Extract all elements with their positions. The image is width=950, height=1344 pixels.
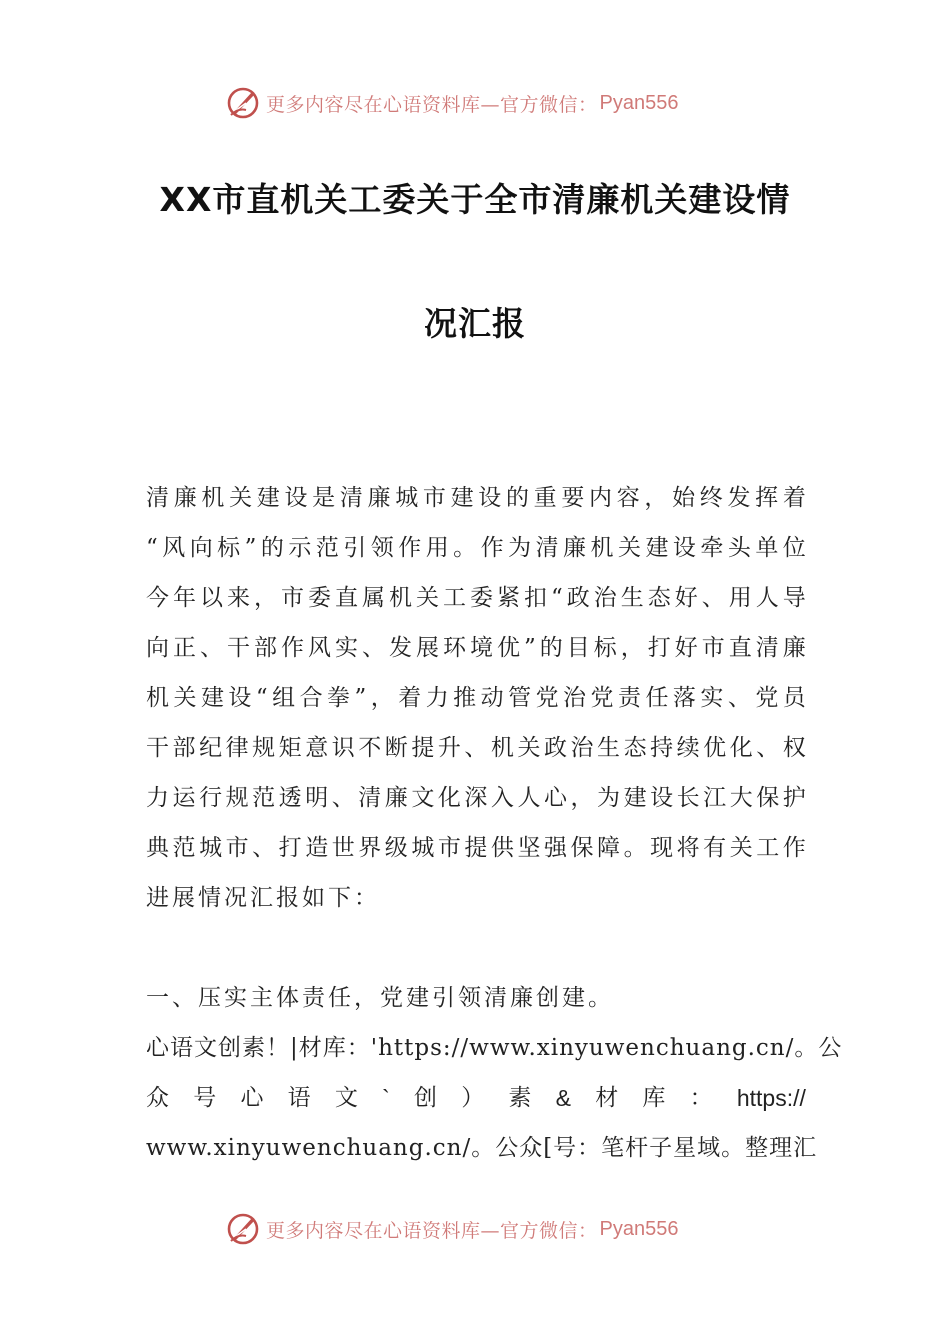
glyph: 、 xyxy=(756,735,780,761)
glyph: & xyxy=(555,1085,571,1111)
glyph: 终 xyxy=(699,485,723,511)
glyph: ” xyxy=(244,535,257,561)
ad-line-1: 心语文创素！|材库：'https://www.xinyuwenchuang.cn/。公 xyxy=(146,1035,843,1061)
glyph: 优 xyxy=(497,635,520,661)
glyph: 直 xyxy=(335,585,358,611)
glyph: 造 xyxy=(305,835,329,861)
glyph: 人 xyxy=(517,785,541,811)
watermark-wechat-id: Pyan556 xyxy=(599,1217,679,1240)
glyph: 坚 xyxy=(517,835,541,861)
glyph: 库 xyxy=(642,1085,666,1111)
glyph: 创 xyxy=(413,1085,437,1111)
glyph: 设 xyxy=(228,685,252,711)
glyph: 态 xyxy=(623,735,647,761)
document-title-line-1: XX市直机关工委关于全市清廉机关建设情 xyxy=(159,180,791,219)
glyph: 治 xyxy=(570,735,594,761)
glyph: 心 xyxy=(240,1085,264,1111)
glyph: 容 xyxy=(616,485,640,511)
glyph: 江 xyxy=(703,785,727,811)
glyph: 、 xyxy=(701,585,725,611)
glyph: 作 xyxy=(398,535,422,561)
glyph: 识 xyxy=(331,735,355,761)
glyph: 紧 xyxy=(497,585,520,611)
glyph: 发 xyxy=(389,635,412,661)
glyph: 城 xyxy=(199,835,223,861)
glyph: 治 xyxy=(563,685,587,711)
glyph: 关 xyxy=(229,485,253,511)
watermark-wechat-id: Pyan556 xyxy=(599,91,679,114)
glyph: 打 xyxy=(647,635,671,661)
glyph: 年 xyxy=(173,585,196,611)
glyph: 动 xyxy=(480,685,504,711)
glyph: 为 xyxy=(508,535,532,561)
glyph: 界 xyxy=(358,835,382,861)
glyph: 级 xyxy=(384,835,408,861)
glyph: 部 xyxy=(254,635,277,661)
glyph: ` xyxy=(382,1085,390,1111)
glyph: ” xyxy=(524,635,536,661)
glyph: ” xyxy=(354,685,367,711)
glyph: 语 xyxy=(287,1085,311,1111)
glyph: 位 xyxy=(782,535,806,561)
glyph: 清 xyxy=(535,535,559,561)
glyph: 扣 xyxy=(524,585,547,611)
glyph: 内 xyxy=(589,485,612,511)
glyph: 以 xyxy=(200,585,223,611)
glyph: 市 xyxy=(701,635,725,661)
glyph: 建 xyxy=(200,685,224,711)
glyph: 标 xyxy=(593,635,617,661)
glyph: 律 xyxy=(225,735,249,761)
glyph: 范 xyxy=(315,535,339,561)
glyph: 直 xyxy=(728,635,752,661)
glyph: 设 xyxy=(284,485,308,511)
glyph: ： xyxy=(689,1085,713,1111)
glyph: 廉 xyxy=(563,535,587,561)
ad-line-2 xyxy=(146,1080,806,1116)
glyph: 好 xyxy=(674,585,698,611)
glyph: 境 xyxy=(470,635,493,661)
watermark-text: 更多内容尽在心语资料库—官方微信： xyxy=(266,93,598,116)
glyph: 、 xyxy=(727,685,751,711)
glyph: 关 xyxy=(617,535,641,561)
glyph: “ xyxy=(255,685,268,711)
glyph: 正 xyxy=(173,635,196,661)
glyph: 作 xyxy=(281,635,304,661)
glyph: “ xyxy=(146,535,158,561)
glyph: 机 xyxy=(201,485,225,511)
glyph: 机 xyxy=(146,685,169,711)
glyph: 清 xyxy=(755,635,779,661)
glyph: 发 xyxy=(727,485,751,511)
ad-line-3: www.xinyuwenchuang.cn/。公众[号：笔杆子星域。整理汇 xyxy=(146,1135,818,1161)
glyph: 素 xyxy=(508,1085,532,1111)
glyph: 。 xyxy=(623,835,647,861)
glyph: 心 xyxy=(543,785,567,811)
glyph: 透 xyxy=(278,785,302,811)
glyph: 号 xyxy=(193,1085,217,1111)
glyph: 行 xyxy=(199,785,223,811)
glyph: 强 xyxy=(543,835,567,861)
glyph: 人 xyxy=(755,585,779,611)
glyph: 着 xyxy=(782,485,806,511)
glyph: 任 xyxy=(645,685,669,711)
glyph: ， xyxy=(254,585,277,611)
glyph: 标 xyxy=(217,535,241,561)
glyph: 向 xyxy=(146,635,169,661)
glyph: 落 xyxy=(672,685,696,711)
glyph: 干 xyxy=(146,735,169,761)
glyph: 明 xyxy=(305,785,329,811)
glyph: 政 xyxy=(543,735,567,761)
glyph: 着 xyxy=(398,685,422,711)
glyph: 示 xyxy=(288,535,312,561)
glyph: 党 xyxy=(755,685,779,711)
document-title-line-2: 况汇报 xyxy=(424,304,526,343)
glyph: 范 xyxy=(172,835,196,861)
glyph: “ xyxy=(551,585,563,611)
glyph: 清 xyxy=(358,785,382,811)
glyph: 廉 xyxy=(367,485,391,511)
section-heading: 一、压实主体责任，党建引领清廉创建。 xyxy=(146,985,614,1011)
glyph: 矩 xyxy=(278,735,302,761)
glyph: 优 xyxy=(703,735,727,761)
glyph: 重 xyxy=(533,485,557,511)
glyph: ， xyxy=(644,485,668,511)
glyph: 的 xyxy=(539,635,563,661)
glyph: ， xyxy=(620,635,644,661)
glyph: 员 xyxy=(782,685,806,711)
glyph: 保 xyxy=(570,835,594,861)
glyph: 管 xyxy=(508,685,532,711)
paragraph-line xyxy=(146,830,806,866)
glyph: 要 xyxy=(561,485,585,511)
glyph: 市 xyxy=(225,835,249,861)
glyph: 城 xyxy=(411,835,435,861)
glyph: 典 xyxy=(146,835,169,861)
glyph: ） xyxy=(461,1085,485,1111)
paragraph-line xyxy=(146,480,806,516)
glyph: 深 xyxy=(464,785,488,811)
glyph: 化 xyxy=(729,735,753,761)
glyph: 合 xyxy=(299,685,323,711)
glyph: 长 xyxy=(676,785,700,811)
glyph: 政 xyxy=(566,585,590,611)
glyph: 、 xyxy=(464,735,488,761)
glyph: 设 xyxy=(478,485,502,511)
glyph: 党 xyxy=(590,685,614,711)
paragraph-line xyxy=(146,530,806,566)
glyph: 部 xyxy=(172,735,196,761)
glyph: 提 xyxy=(464,835,488,861)
glyph: ， xyxy=(570,785,594,811)
glyph: 来 xyxy=(227,585,250,611)
glyph: ， xyxy=(370,685,394,711)
glyph: 建 xyxy=(645,535,669,561)
glyph: 建 xyxy=(623,785,647,811)
glyph: 。 xyxy=(453,535,477,561)
glyph: 委 xyxy=(308,585,331,611)
glyph: 治 xyxy=(593,585,617,611)
glyph: 挥 xyxy=(755,485,779,511)
glyph: 提 xyxy=(411,735,435,761)
glyph: 关 xyxy=(416,585,439,611)
glyph: 障 xyxy=(597,835,621,861)
glyph: 目 xyxy=(566,635,590,661)
glyph: 力 xyxy=(146,785,169,811)
glyph: 实 xyxy=(700,685,724,711)
glyph: 世 xyxy=(331,835,355,861)
glyph: 纪 xyxy=(199,735,223,761)
glyph: 好 xyxy=(674,635,698,661)
quill-logo-icon xyxy=(226,1212,260,1246)
glyph: 持 xyxy=(650,735,674,761)
glyph: 廉 xyxy=(384,785,408,811)
glyph: 机 xyxy=(389,585,412,611)
glyph: 清 xyxy=(146,485,169,511)
glyph: 单 xyxy=(755,535,779,561)
glyph: 材 xyxy=(595,1085,619,1111)
glyph: 设 xyxy=(672,535,696,561)
glyph: 文 xyxy=(411,785,435,811)
glyph: 工 xyxy=(443,585,466,611)
glyph: 设 xyxy=(650,785,674,811)
glyph: 权 xyxy=(782,735,806,761)
glyph: 廉 xyxy=(173,485,197,511)
glyph: 市 xyxy=(422,485,446,511)
glyph: 运 xyxy=(172,785,196,811)
glyph: 作 xyxy=(782,835,806,861)
glyph: 建 xyxy=(450,485,474,511)
glyph: 头 xyxy=(727,535,751,561)
glyph: 用 xyxy=(728,585,752,611)
glyph: 引 xyxy=(343,535,367,561)
quill-logo-icon xyxy=(226,86,260,120)
glyph: 、 xyxy=(331,785,355,811)
glyph: 党 xyxy=(535,685,559,711)
glyph: 始 xyxy=(672,485,696,511)
glyph: 力 xyxy=(425,685,449,711)
glyph: 推 xyxy=(453,685,477,711)
glyph: 清 xyxy=(339,485,363,511)
glyph: 工 xyxy=(756,835,780,861)
glyph: 环 xyxy=(443,635,466,661)
watermark-top xyxy=(226,83,678,123)
glyph: 机 xyxy=(490,735,514,761)
glyph: 市 xyxy=(281,585,304,611)
glyph: 不 xyxy=(358,735,382,761)
paragraph-line-last: 进展情况汇报如下： xyxy=(146,885,380,911)
glyph: 风 xyxy=(162,535,186,561)
glyph: 是 xyxy=(312,485,336,511)
paragraph-line xyxy=(146,730,806,766)
glyph: 、 xyxy=(200,635,223,661)
glyph: 的 xyxy=(505,485,529,511)
glyph: 领 xyxy=(370,535,394,561)
glyph: 入 xyxy=(490,785,514,811)
glyph: 牵 xyxy=(700,535,724,561)
glyph: 范 xyxy=(252,785,276,811)
glyph: 组 xyxy=(272,685,296,711)
glyph: 导 xyxy=(782,585,806,611)
glyph: 向 xyxy=(189,535,213,561)
glyph: 、 xyxy=(362,635,385,661)
glyph: 打 xyxy=(278,835,302,861)
glyph: https:// xyxy=(736,1085,806,1111)
glyph: 规 xyxy=(252,735,276,761)
glyph: 现 xyxy=(650,835,674,861)
glyph: 展 xyxy=(416,635,439,661)
glyph: 市 xyxy=(437,835,461,861)
paragraph-line xyxy=(146,630,806,666)
glyph: 态 xyxy=(647,585,671,611)
glyph: 建 xyxy=(256,485,280,511)
watermark-bottom xyxy=(226,1209,678,1249)
glyph: 大 xyxy=(729,785,753,811)
glyph: 续 xyxy=(676,735,700,761)
glyph: 供 xyxy=(490,835,514,861)
paragraph-line xyxy=(146,680,806,716)
glyph: 、 xyxy=(252,835,276,861)
glyph: 属 xyxy=(362,585,385,611)
glyph: 有 xyxy=(703,835,727,861)
glyph: 实 xyxy=(335,635,358,661)
glyph: 机 xyxy=(590,535,614,561)
glyph: 关 xyxy=(729,835,753,861)
glyph: 廉 xyxy=(782,635,806,661)
glyph: 关 xyxy=(173,685,197,711)
glyph: 干 xyxy=(227,635,250,661)
glyph: 众 xyxy=(146,1085,169,1111)
glyph: 生 xyxy=(620,585,644,611)
glyph: 为 xyxy=(597,785,621,811)
glyph: 拳 xyxy=(327,685,351,711)
glyph: 保 xyxy=(756,785,780,811)
glyph: 生 xyxy=(597,735,621,761)
glyph: 意 xyxy=(305,735,329,761)
glyph: 断 xyxy=(384,735,408,761)
glyph: 化 xyxy=(437,785,461,811)
paragraph-line xyxy=(146,580,806,616)
glyph: 升 xyxy=(437,735,461,761)
glyph: 责 xyxy=(617,685,641,711)
paragraph-line xyxy=(146,780,806,816)
glyph: 作 xyxy=(480,535,504,561)
glyph: 文 xyxy=(334,1085,358,1111)
glyph: 的 xyxy=(260,535,284,561)
glyph: 将 xyxy=(676,835,700,861)
glyph: 城 xyxy=(395,485,419,511)
glyph: 用 xyxy=(425,535,449,561)
watermark-text: 更多内容尽在心语资料库—官方微信： xyxy=(266,1219,598,1242)
glyph: 关 xyxy=(517,735,541,761)
glyph: 今 xyxy=(146,585,169,611)
glyph: 风 xyxy=(308,635,331,661)
glyph: 规 xyxy=(225,785,249,811)
glyph: 委 xyxy=(470,585,493,611)
glyph: 护 xyxy=(782,785,806,811)
